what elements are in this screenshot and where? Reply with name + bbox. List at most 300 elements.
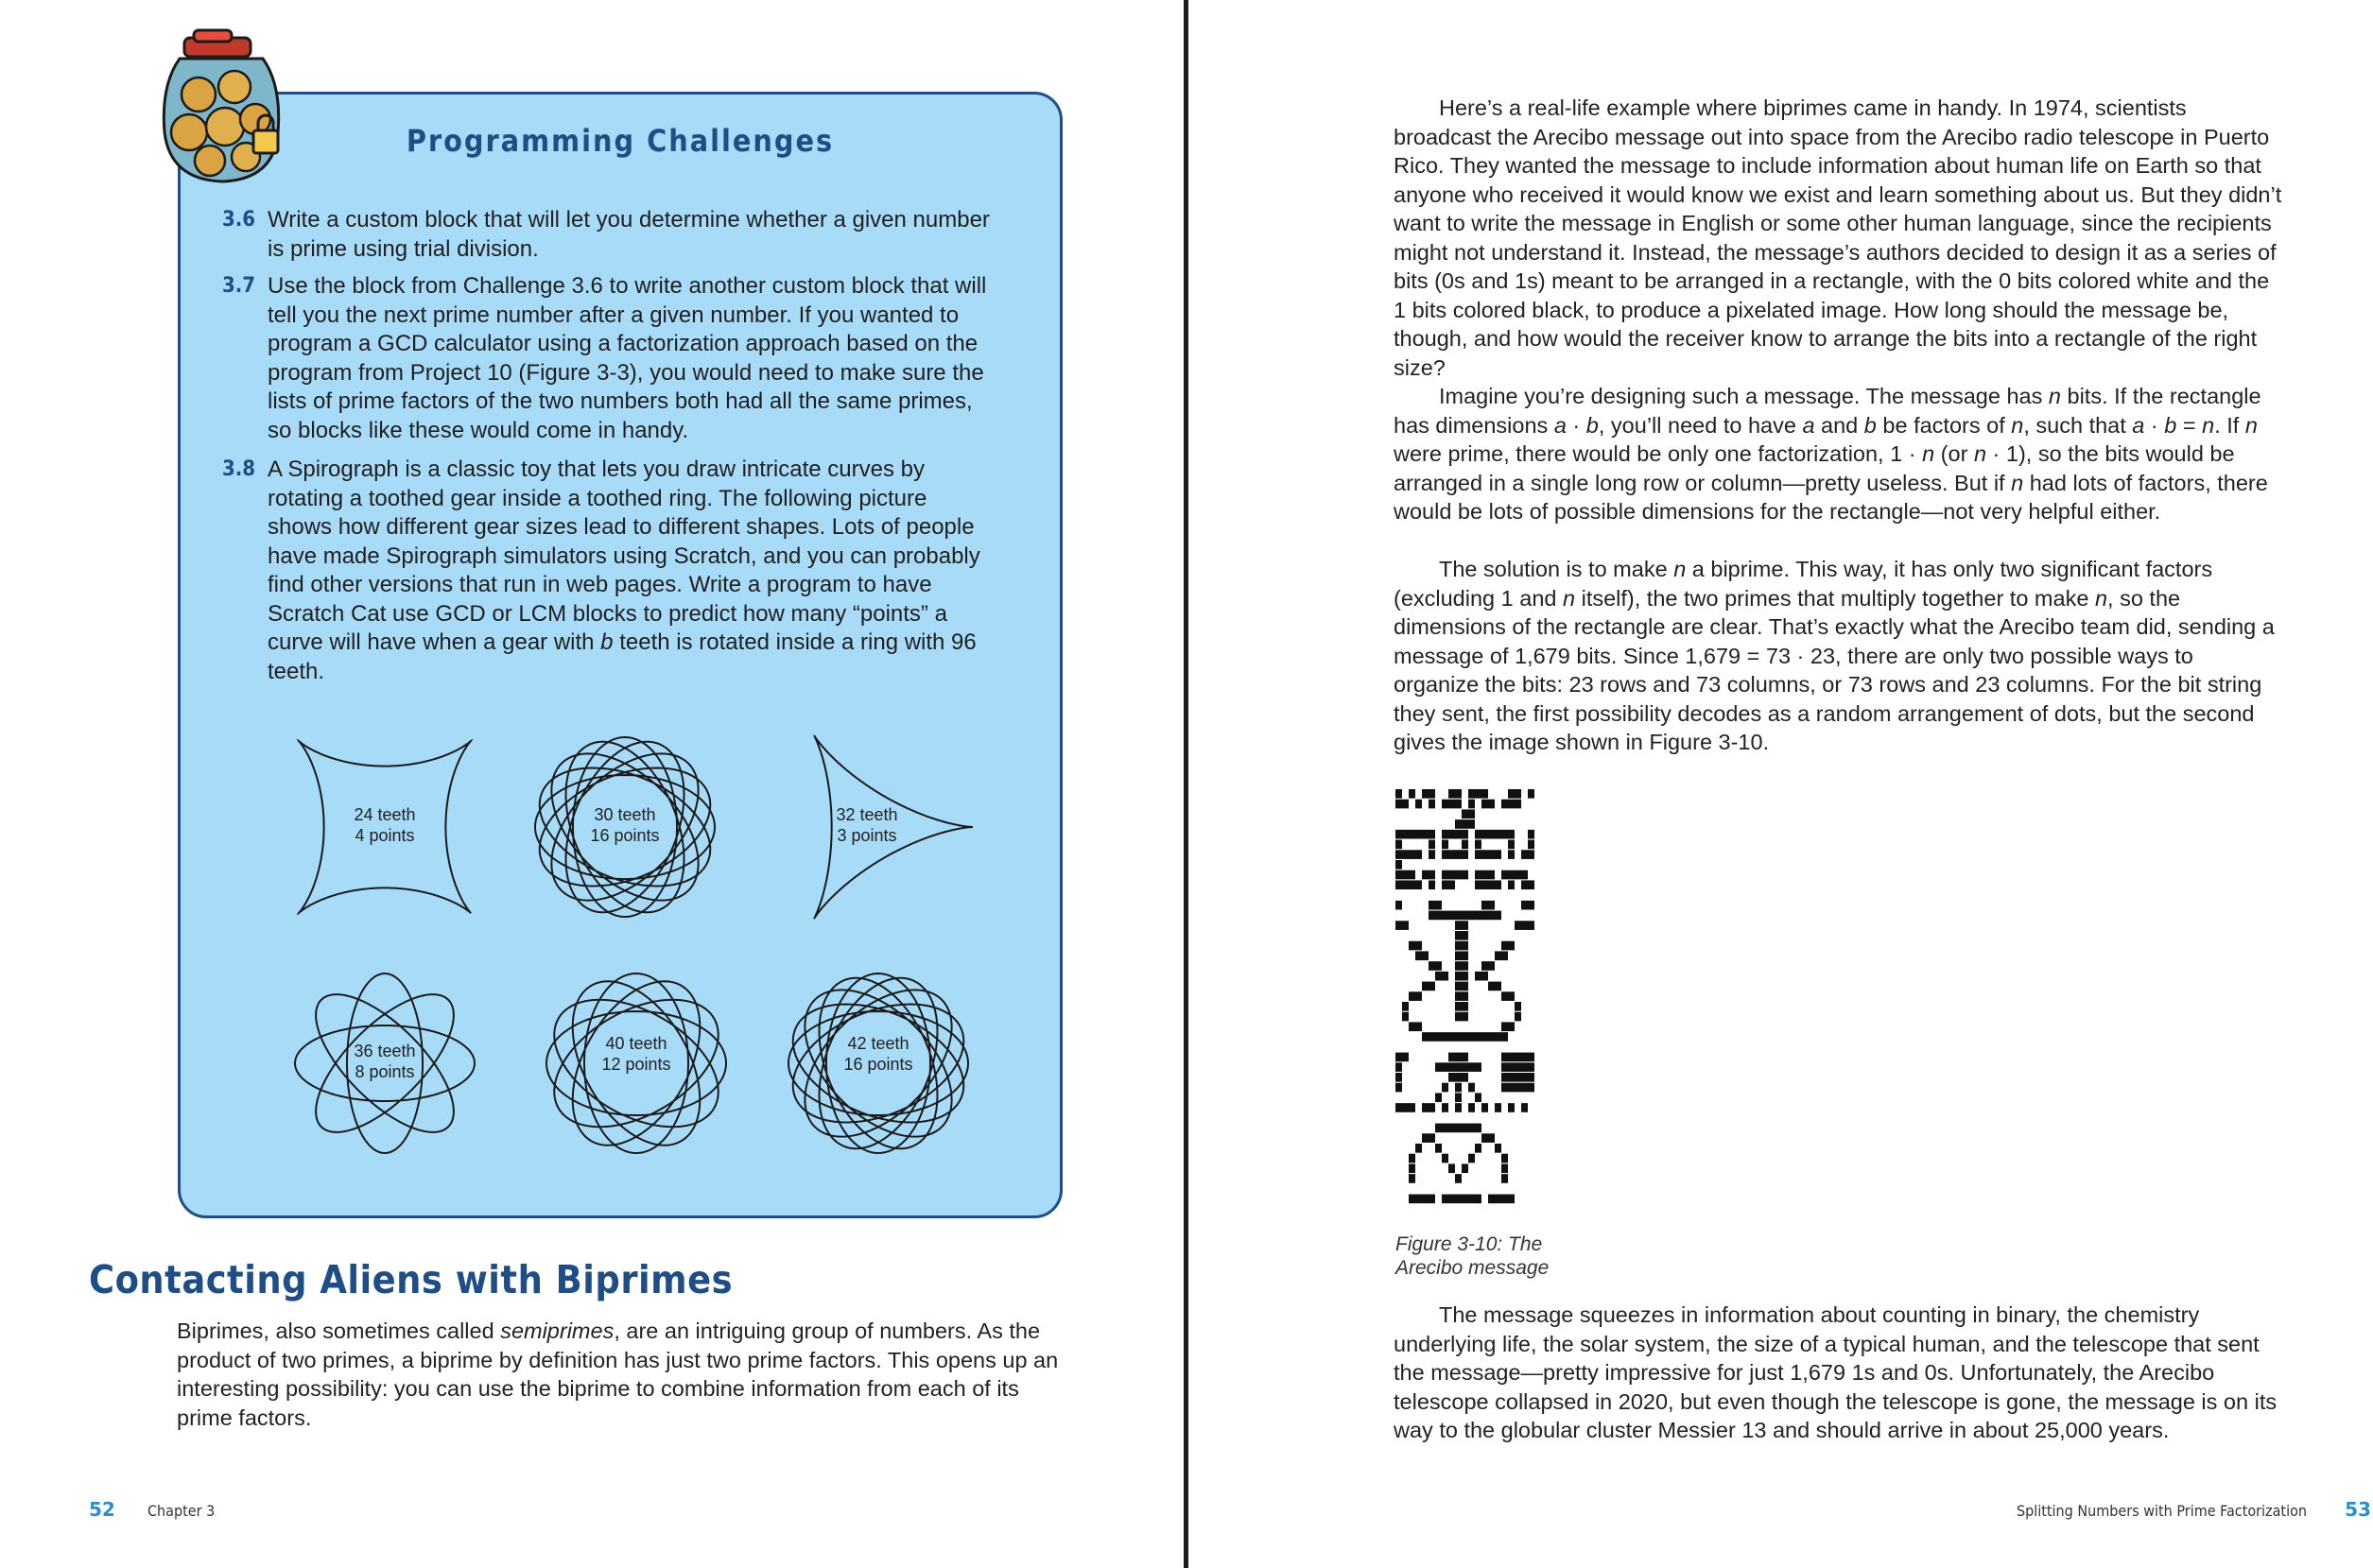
arecibo-pixel xyxy=(1508,850,1515,859)
arecibo-pixel xyxy=(1415,800,1422,809)
text-run: itself), the two primes that multiply together to make xyxy=(1575,585,2095,611)
arecibo-pixel xyxy=(1455,1093,1462,1102)
arecibo-pixel xyxy=(1462,809,1468,818)
text-run: were prime, there would be only one factorization, 1 · xyxy=(1394,441,1923,466)
arecibo-pixel xyxy=(1508,789,1515,799)
arecibo-pixel xyxy=(1422,982,1429,991)
arecibo-pixel xyxy=(1435,1062,1442,1072)
arecibo-pixel xyxy=(1515,1073,1521,1082)
arecibo-pixel xyxy=(1455,1083,1462,1093)
arecibo-pixel xyxy=(1395,880,1402,889)
arecibo-pixel xyxy=(1409,830,1415,839)
arecibo-pixel xyxy=(1429,850,1435,859)
arecibo-pixel xyxy=(1475,1062,1481,1072)
variable-b: b xyxy=(600,629,614,655)
spirograph-label xyxy=(271,804,498,846)
arecibo-pixel xyxy=(1442,840,1448,850)
arecibo-pixel xyxy=(1515,789,1521,799)
arecibo-pixel xyxy=(1521,1083,1528,1093)
arecibo-pixel xyxy=(1422,1103,1429,1112)
arecibo-pixel xyxy=(1528,880,1534,889)
arecibo-pixel xyxy=(1462,1124,1468,1133)
arecibo-pixel xyxy=(1495,1032,1501,1042)
arecibo-pixel xyxy=(1462,1062,1468,1072)
arecibo-pixel xyxy=(1501,870,1508,880)
arecibo-pixel xyxy=(1515,800,1521,809)
arecibo-pixel xyxy=(1462,1053,1468,1062)
arecibo-pixel xyxy=(1455,911,1462,921)
text-run: · xyxy=(2144,412,2165,438)
arecibo-pixel xyxy=(1468,1103,1475,1112)
arecibo-pixel xyxy=(1501,1032,1508,1042)
arecibo-pixel xyxy=(1495,1103,1501,1112)
arecibo-pixel xyxy=(1462,1073,1468,1082)
challenge-3-7 xyxy=(222,272,997,445)
arecibo-pixel xyxy=(1501,951,1508,960)
arecibo-pixel xyxy=(1455,819,1462,829)
arecibo-pixel xyxy=(1429,961,1435,971)
arecibo-pixel xyxy=(1488,1032,1495,1042)
arecibo-pixel xyxy=(1442,1195,1448,1204)
arecibo-pixel xyxy=(1448,1053,1455,1062)
arecibo-pixel xyxy=(1508,880,1515,889)
arecibo-pixel xyxy=(1395,789,1402,799)
arecibo-pixel xyxy=(1501,1053,1508,1062)
variable: n xyxy=(2244,412,2258,438)
arecibo-pixel xyxy=(1395,830,1402,839)
arecibo-pixel xyxy=(1475,840,1481,850)
arecibo-pixel xyxy=(1468,1062,1475,1072)
arecibo-pixel xyxy=(1462,870,1468,880)
running-head: Splitting Numbers with Prime Factorization xyxy=(2016,1502,2307,1520)
arecibo-pixel xyxy=(1521,1062,1528,1072)
text-run: · 1), so the bits would be arranged in a single long row or column—pretty useless. But if xyxy=(1394,441,2235,495)
arecibo-pixel xyxy=(1448,1124,1455,1133)
text-run: . If xyxy=(2214,412,2245,438)
teeth-label: 40 teeth xyxy=(605,1034,667,1053)
arecibo-pixel xyxy=(1409,991,1415,1001)
arecibo-pixel xyxy=(1475,1124,1481,1133)
arecibo-pixel xyxy=(1488,870,1495,880)
arecibo-pixel xyxy=(1402,870,1409,880)
arecibo-pixel xyxy=(1415,951,1422,960)
arecibo-pixel xyxy=(1462,961,1468,971)
paragraph-arecibo-intro: Here’s a real-life example where biprimes came in handy. In 1974, scientists broadcast the Arecibo message out into space from the Arecibo radio telescope in Puerto Rico. They wanted the message to include information about human life on Earth so that anyone who received it would know we exist and learn something about us. But they didn’t want to write the message in English or some other human language, since the recipients might not understand it. Instead, the message’s authors decided to design it as a series of bits (0s and 1s) meant to be arranged in a rectangle, with the 0 bits colored white and the 1 bits colored black, to produce a pixelated image. How long should the message be, though, and how would the receiver know to arrange the bits into a rectangle of the right size? xyxy=(1394,95,2282,380)
arecibo-pixel xyxy=(1475,1144,1481,1153)
text-run: bits. If the rectangle has dimensions xyxy=(1394,384,2261,438)
arecibo-pixel xyxy=(1528,789,1534,799)
arecibo-pixel xyxy=(1455,1012,1462,1022)
text-run: , are an intriguing group of numbers. As the product of two primes, a biprime by definition has just two prime factors. This opens up an interesting possibility: you can use the biprime to combine information from each of its prime factors. xyxy=(177,1318,1059,1430)
arecibo-pixel xyxy=(1462,991,1468,1001)
arecibo-pixel xyxy=(1442,1124,1448,1133)
arecibo-pixel xyxy=(1508,1103,1515,1112)
arecibo-pixel xyxy=(1488,850,1495,859)
arecibo-pixel xyxy=(1409,1195,1415,1204)
arecibo-pixel xyxy=(1528,901,1534,910)
arecibo-pixel xyxy=(1495,982,1501,991)
arecibo-pixel xyxy=(1402,1002,1409,1011)
arecibo-pixel xyxy=(1455,789,1462,799)
arecibo-pixel xyxy=(1528,830,1534,839)
arecibo-pixel xyxy=(1402,830,1409,839)
variable: n xyxy=(1973,441,1987,466)
arecibo-pixel xyxy=(1481,961,1488,971)
text-run: , you’ll need to have xyxy=(1598,412,1803,438)
arecibo-pixel xyxy=(1495,911,1501,921)
arecibo-pixel xyxy=(1488,1195,1495,1204)
arecibo-pixel xyxy=(1462,1032,1468,1042)
variable: a xyxy=(2132,412,2145,438)
arecibo-pixel xyxy=(1455,1002,1462,1011)
arecibo-pixel xyxy=(1495,1195,1501,1204)
arecibo-pixel xyxy=(1455,991,1462,1001)
arecibo-pixel xyxy=(1508,991,1515,1001)
arecibo-pixel xyxy=(1435,972,1442,981)
arecibo-pixel xyxy=(1435,1144,1442,1153)
arecibo-pixel xyxy=(1462,982,1468,991)
arecibo-pixel xyxy=(1455,850,1462,859)
arecibo-pixel xyxy=(1402,1103,1409,1112)
arecibo-pixel xyxy=(1508,800,1515,809)
running-head: Chapter 3 xyxy=(147,1502,216,1520)
arecibo-pixel xyxy=(1508,840,1515,850)
challenge-3-8 xyxy=(222,456,997,686)
arecibo-pixel xyxy=(1455,951,1462,960)
arecibo-pixel xyxy=(1462,921,1468,930)
variable: n xyxy=(2011,412,2024,438)
page-number: 53 xyxy=(2345,1498,2371,1521)
arecibo-pixel xyxy=(1435,961,1442,971)
variable: a xyxy=(1802,412,1815,438)
variable: n xyxy=(2011,470,2024,495)
text-run: = xyxy=(2176,412,2203,438)
arecibo-pixel xyxy=(1501,830,1508,839)
arecibo-pixel xyxy=(1515,1053,1521,1062)
arecibo-pixel xyxy=(1462,840,1468,850)
arecibo-pixel xyxy=(1481,911,1488,921)
arecibo-pixel xyxy=(1429,982,1435,991)
arecibo-pixel xyxy=(1395,1103,1402,1112)
arecibo-pixel xyxy=(1501,1174,1508,1183)
programming-challenges-box xyxy=(178,92,1063,1218)
paragraph-designing-message xyxy=(1394,382,2282,526)
arecibo-pixel xyxy=(1429,911,1435,921)
cookie-jar-icon xyxy=(151,28,293,198)
arecibo-pixel xyxy=(1422,1032,1429,1042)
arecibo-pixel xyxy=(1429,830,1435,839)
arecibo-pixel xyxy=(1455,941,1462,951)
arecibo-pixel xyxy=(1415,1022,1422,1031)
arecibo-pixel xyxy=(1395,840,1402,850)
arecibo-pixel xyxy=(1468,1124,1475,1133)
arecibo-pixel xyxy=(1455,1174,1462,1183)
spirograph-24-teeth xyxy=(271,714,498,940)
spirograph-label xyxy=(271,1041,498,1082)
points-label: 4 points xyxy=(355,826,415,845)
arecibo-pixel xyxy=(1462,951,1468,960)
arecibo-pixel xyxy=(1442,1154,1448,1163)
arecibo-pixel xyxy=(1409,1154,1415,1163)
arecibo-pixel xyxy=(1488,1133,1495,1143)
spirograph-label xyxy=(523,1033,750,1075)
arecibo-pixel xyxy=(1488,982,1495,991)
arecibo-pixel xyxy=(1462,911,1468,921)
arecibo-pixel xyxy=(1455,800,1462,809)
arecibo-pixel xyxy=(1481,789,1488,799)
arecibo-pixel xyxy=(1481,1103,1488,1112)
arecibo-pixel xyxy=(1435,1032,1442,1042)
arecibo-pixel xyxy=(1528,1073,1534,1082)
arecibo-pixel xyxy=(1468,1195,1475,1204)
arecibo-pixel xyxy=(1448,789,1455,799)
arecibo-pixel xyxy=(1442,1032,1448,1042)
arecibo-pixel xyxy=(1488,880,1495,889)
arecibo-pixel xyxy=(1475,830,1481,839)
arecibo-pixel xyxy=(1488,830,1495,839)
arecibo-pixel xyxy=(1422,1195,1429,1204)
arecibo-pixel xyxy=(1409,1103,1415,1112)
arecibo-pixel xyxy=(1501,1022,1508,1031)
arecibo-pixel xyxy=(1429,870,1435,880)
text-run: Biprimes, also sometimes called xyxy=(177,1318,501,1343)
arecibo-pixel xyxy=(1435,1093,1442,1102)
challenge-number: 3.6 xyxy=(222,208,256,232)
arecibo-pixel xyxy=(1442,800,1448,809)
arecibo-pixel xyxy=(1395,860,1402,870)
arecibo-pixel xyxy=(1448,911,1455,921)
arecibo-pixel xyxy=(1508,1053,1515,1062)
arecibo-pixel xyxy=(1422,789,1429,799)
spirograph-label xyxy=(753,804,980,846)
arecibo-pixel xyxy=(1429,789,1435,799)
teeth-label: 30 teeth xyxy=(594,805,656,824)
arecibo-pixel xyxy=(1521,870,1528,880)
arecibo-pixel xyxy=(1429,901,1435,910)
text-run: and xyxy=(1814,412,1864,438)
arecibo-pixel xyxy=(1429,840,1435,850)
arecibo-pixel xyxy=(1501,1062,1508,1072)
arecibo-pixel xyxy=(1462,1012,1468,1022)
variable: n xyxy=(2048,384,2061,408)
arecibo-pixel xyxy=(1462,819,1468,829)
points-label: 8 points xyxy=(355,1062,415,1081)
arecibo-pixel xyxy=(1475,870,1481,880)
variable: b xyxy=(1585,412,1599,438)
arecibo-pixel xyxy=(1402,800,1409,809)
arecibo-pixel xyxy=(1448,850,1455,859)
biprime-intro-paragraph xyxy=(177,1317,1065,1432)
text-run: teeth is rotated inside a ring with 96 teeth. xyxy=(268,629,977,684)
arecibo-pixel xyxy=(1475,880,1481,889)
arecibo-pixel xyxy=(1455,1073,1462,1082)
paragraph-biprime-solution xyxy=(1394,555,2282,757)
arecibo-pixel xyxy=(1521,1103,1528,1112)
arecibo-pixel xyxy=(1409,870,1415,880)
variable: a xyxy=(1553,412,1567,438)
arecibo-pixel xyxy=(1409,1022,1415,1031)
text-run: The solution is to make xyxy=(1439,557,1674,581)
arecibo-pixel xyxy=(1455,1032,1462,1042)
arecibo-pixel xyxy=(1475,1093,1481,1102)
arecibo-pixel xyxy=(1475,850,1481,859)
text-run: A Spirograph is a classic toy that lets you draw intricate curves by rotating a toothed gear inside a toothed ring. The following picture shows how different gear sizes lead to different shapes. Lots of people have made Spirograph simulators using Scratch, and you can probably find other versions that run in web pages. Write a program to have Scratch Cat use GCD or LCM blocks to predict how many “points” a curve will have when a gear with xyxy=(268,457,980,655)
arecibo-pixel xyxy=(1468,1154,1475,1163)
arecibo-pixel xyxy=(1521,880,1528,889)
arecibo-pixel xyxy=(1415,830,1422,839)
arecibo-pixel xyxy=(1415,880,1422,889)
arecibo-pixel xyxy=(1515,921,1521,930)
arecibo-pixel xyxy=(1481,850,1488,859)
arecibo-pixel xyxy=(1442,911,1448,921)
arecibo-pixel xyxy=(1415,991,1422,1001)
arecibo-pixel xyxy=(1448,880,1455,889)
arecibo-pixel xyxy=(1468,800,1475,809)
arecibo-pixel xyxy=(1508,1062,1515,1072)
arecibo-pixel xyxy=(1508,1022,1515,1031)
variable: n xyxy=(2202,412,2215,438)
text-run: , so the dimensions of the rectangle are clear. That’s exactly what the Arecibo team did, sending a message of 1,679 bits. Since 1,679 = 73 · 23, there are only two possible ways to organize the bits: 23 rows and 73 columns, or 73 rows and 23 columns. For the bit string they sent, the first possibility decodes as a random arrangement of dots, but the second gives the image shown in Figure 3-10. xyxy=(1394,585,2275,754)
arecibo-pixel xyxy=(1409,789,1415,799)
challenge-text xyxy=(268,456,997,686)
arecibo-pixel xyxy=(1395,870,1402,880)
arecibo-pixel xyxy=(1409,880,1415,889)
arecibo-pixel xyxy=(1448,1195,1455,1204)
arecibo-pixel xyxy=(1448,800,1455,809)
arecibo-pixel xyxy=(1462,931,1468,940)
arecibo-pixel xyxy=(1395,1053,1402,1062)
arecibo-pixel xyxy=(1455,982,1462,991)
arecibo-pixel xyxy=(1508,941,1515,951)
arecibo-pixel xyxy=(1455,1053,1462,1062)
variable: n xyxy=(1562,585,1576,611)
arecibo-pixel xyxy=(1508,870,1515,880)
arecibo-pixel xyxy=(1521,850,1528,859)
arecibo-pixel xyxy=(1475,911,1481,921)
arecibo-pixel xyxy=(1481,1032,1488,1042)
arecibo-pixel xyxy=(1455,972,1462,981)
arecibo-pixel xyxy=(1475,972,1481,981)
arecibo-pixel xyxy=(1481,880,1488,889)
text-run: be factors of xyxy=(1876,412,2012,438)
arecibo-pixel xyxy=(1409,1163,1415,1173)
arecibo-pixel xyxy=(1468,809,1475,818)
arecibo-pixel xyxy=(1409,941,1415,951)
arecibo-pixel xyxy=(1495,850,1501,859)
arecibo-pixel xyxy=(1508,1195,1515,1204)
arecibo-pixel xyxy=(1495,830,1501,839)
arecibo-pixel xyxy=(1515,1002,1521,1011)
arecibo-pixel xyxy=(1448,1032,1455,1042)
text-run: Imagine you’re designing such a message. The message has xyxy=(1439,384,2049,408)
text-run: , such that xyxy=(2023,412,2133,438)
variable: n xyxy=(1673,557,1687,581)
arecibo-pixel xyxy=(1422,870,1429,880)
challenge-text: Use the block from Challenge 3.6 to write another custom block that will tell you the next prime number after a given number. If you wanted to program a GCD calculator using a factorization approach based on the program from Project 10 (Figure 3-3), you would need to make sure the lists of prime factors of the two numbers both had all the same primes, so blocks like these would come in handy. xyxy=(268,273,987,443)
arecibo-pixel xyxy=(1402,1012,1409,1022)
arecibo-pixel xyxy=(1468,1083,1475,1093)
arecibo-pixel xyxy=(1435,1124,1442,1133)
arecibo-pixel xyxy=(1515,1062,1521,1072)
variable: n xyxy=(2094,585,2108,611)
spirograph-32-teeth xyxy=(753,714,980,940)
teeth-label: 42 teeth xyxy=(847,1034,909,1053)
arecibo-pixel xyxy=(1455,1103,1462,1112)
arecibo-pixel xyxy=(1481,800,1488,809)
arecibo-pixel xyxy=(1415,1195,1422,1204)
variable: b xyxy=(2164,412,2177,438)
arecibo-pixel xyxy=(1448,1163,1455,1173)
arecibo-pixel xyxy=(1422,830,1429,839)
arecibo-pixel xyxy=(1442,1083,1448,1093)
text-run: a biprime. This way, it has only two significant factors (excluding 1 and xyxy=(1394,557,2213,611)
arecibo-pixel xyxy=(1422,951,1429,960)
arecibo-pixel xyxy=(1442,830,1448,839)
arecibo-pixel xyxy=(1429,1032,1435,1042)
arecibo-pixel xyxy=(1462,830,1468,839)
arecibo-pixel xyxy=(1429,1195,1435,1204)
teeth-label: 36 teeth xyxy=(354,1042,416,1060)
arecibo-pixel xyxy=(1515,1012,1521,1022)
paragraph-message-contents: The message squeezes in information about counting in binary, the chemistry underlying life, the solar system, the size of a typical human, and the telescope that sent the message—pretty impressive for just 1,679 1s and 0s. Unfortunately, the Arecibo telescope collapsed in 2020, but even though the telescope is gone, the message is on its way to the globular cluster Messier 13 and should arrive in about 25,000 years. xyxy=(1394,1302,2278,1442)
page-number: 52 xyxy=(89,1498,115,1521)
arecibo-pixel xyxy=(1409,850,1415,859)
arecibo-pixel xyxy=(1415,941,1422,951)
spirograph-36-teeth xyxy=(271,950,498,1177)
challenge-number: 3.8 xyxy=(222,457,256,481)
arecibo-pixel xyxy=(1528,921,1534,930)
arecibo-pixel xyxy=(1442,880,1448,889)
arecibo-pixel xyxy=(1468,911,1475,921)
arecibo-pixel xyxy=(1468,789,1475,799)
arecibo-pixel xyxy=(1429,1133,1435,1143)
figure-caption: Figure 3-10: The Arecibo message xyxy=(1395,1233,1550,1279)
variable: b xyxy=(1863,412,1877,438)
spirograph-label xyxy=(765,1033,992,1075)
arecibo-pixel xyxy=(1468,819,1475,829)
arecibo-pixel xyxy=(1442,870,1448,880)
teeth-label: 32 teeth xyxy=(836,805,898,824)
arecibo-pixel xyxy=(1435,901,1442,910)
arecibo-pixel xyxy=(1521,1053,1528,1062)
spirograph-label xyxy=(511,804,738,846)
left-page xyxy=(0,0,1184,1568)
arecibo-pixel xyxy=(1462,1002,1468,1011)
challenge-number: 3.7 xyxy=(222,274,256,298)
arecibo-pixel xyxy=(1475,1195,1481,1204)
arecibo-pixel xyxy=(1448,1062,1455,1072)
arecibo-pixel xyxy=(1402,921,1409,930)
arecibo-pixel xyxy=(1462,941,1468,951)
arecibo-pixel xyxy=(1395,1083,1402,1093)
arecibo-pixel xyxy=(1442,972,1448,981)
page-gutter xyxy=(1184,0,1188,1568)
arecibo-pixel xyxy=(1395,901,1402,910)
arecibo-pixel xyxy=(1501,1163,1508,1173)
emphasis-semiprimes: semiprimes xyxy=(500,1318,615,1343)
challenge-text: Write a custom block that will let you determine whether a given number is prime using trial division. xyxy=(268,207,990,262)
arecibo-pixel xyxy=(1468,1032,1475,1042)
arecibo-pixel xyxy=(1395,1062,1402,1072)
arecibo-pixel xyxy=(1528,840,1534,850)
arecibo-pixel xyxy=(1415,1144,1422,1153)
arecibo-pixel xyxy=(1488,961,1495,971)
arecibo-pixel xyxy=(1455,870,1462,880)
arecibo-pixel xyxy=(1402,880,1409,889)
points-label: 16 points xyxy=(843,1055,913,1074)
arecibo-pixel xyxy=(1508,830,1515,839)
text-run: · xyxy=(1566,412,1586,438)
